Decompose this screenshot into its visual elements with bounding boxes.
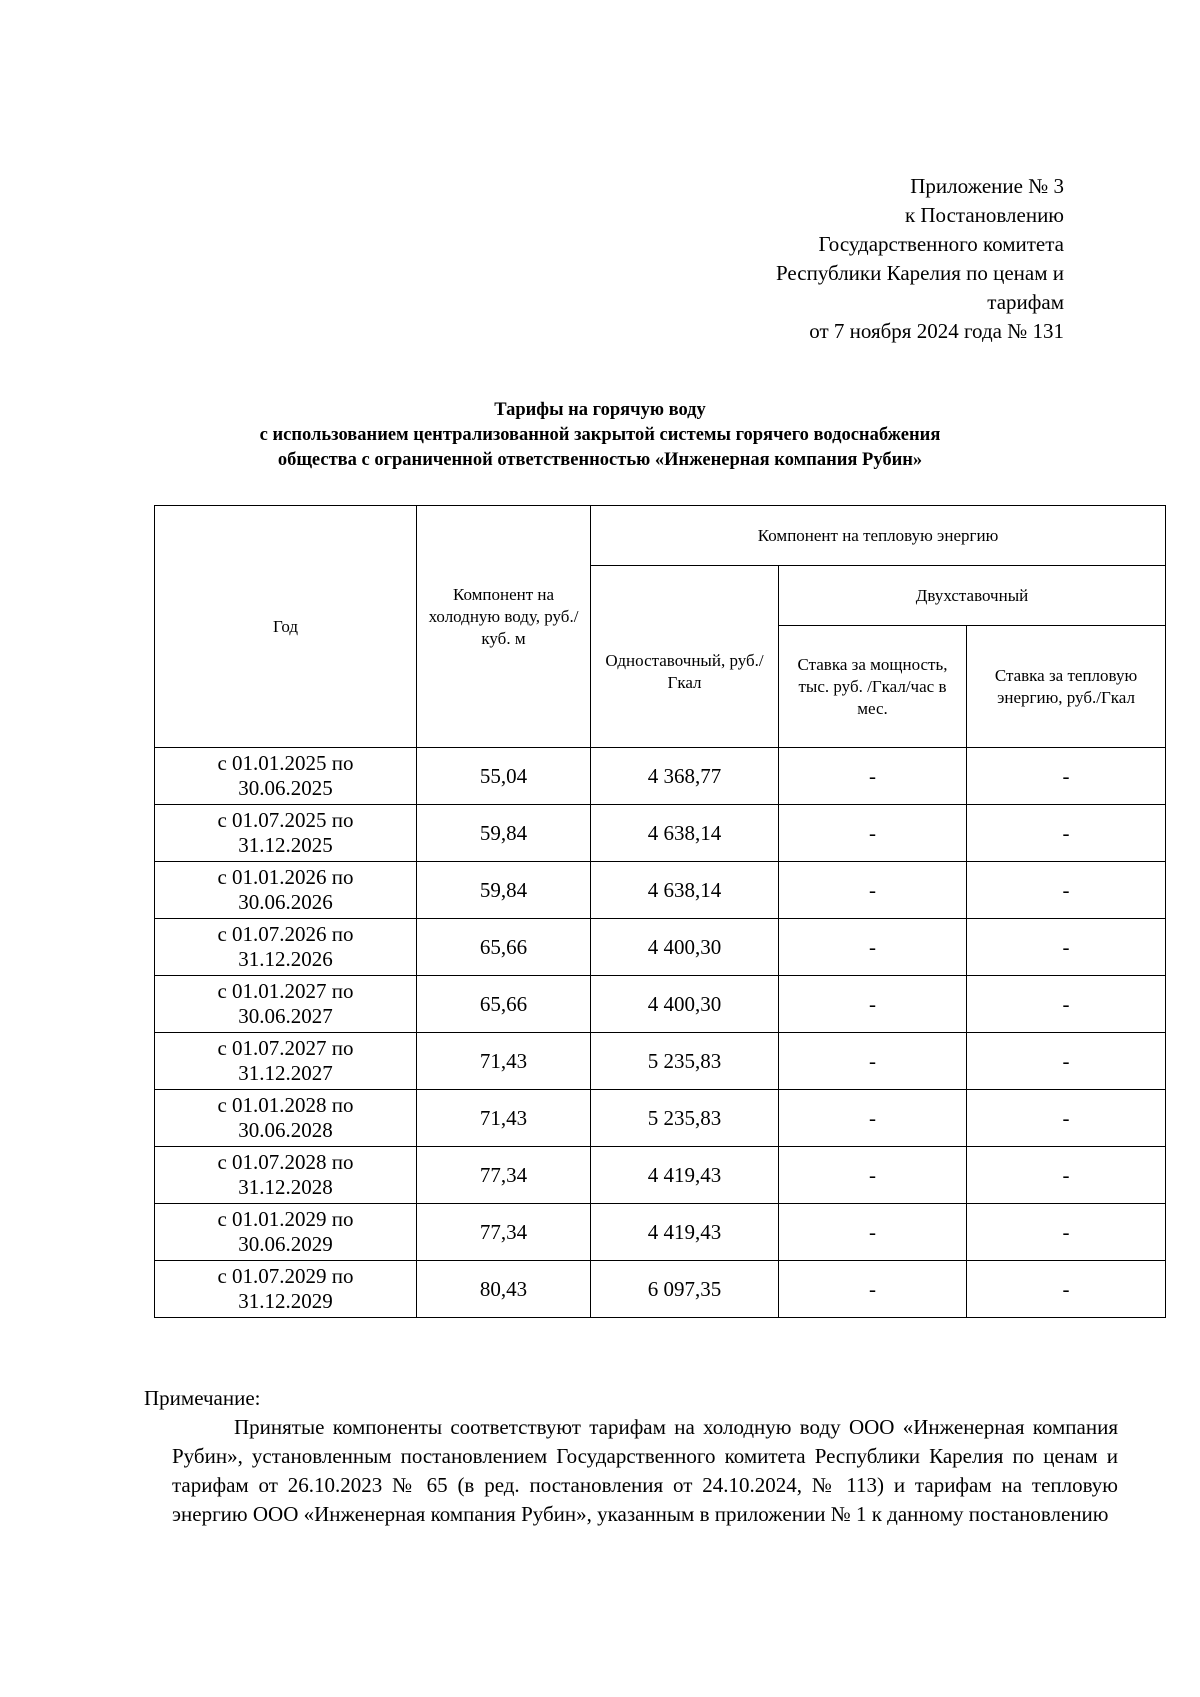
table-row	[155, 919, 1166, 976]
period-end: 30.06.2026	[238, 890, 333, 914]
single-rate-cell: 4 419,43	[591, 1204, 779, 1261]
period-end: 30.06.2027	[238, 1004, 333, 1028]
energy-rate-cell: -	[967, 1033, 1166, 1090]
capacity-rate-cell: -	[779, 1261, 967, 1318]
table-row	[155, 1090, 1166, 1147]
energy-rate-cell: -	[967, 1204, 1166, 1261]
note-text: Принятые компоненты соответствуют тарифам на холодную воду ООО «Инженерная компания Рубин», установленным постановлением Государственного комитета Республики Карелия по ценам и тарифам от 26.10.2023 № 65 (в ред. постановления от 24.10.2024, № 113) и тарифам на тепловую энергию ООО «Инженерная компания Рубин», указанным в приложении № 1 к данному постановлению	[172, 1415, 1118, 1526]
period-start: с 01.07.2029 по	[217, 1264, 354, 1288]
period-cell	[155, 976, 417, 1033]
period-start: с 01.07.2027 по	[217, 1036, 354, 1060]
appendix-reference	[776, 172, 1064, 346]
energy-rate-cell: -	[967, 862, 1166, 919]
period-cell	[155, 862, 417, 919]
cold-water-cell: 65,66	[417, 919, 591, 976]
tariff-table	[154, 505, 1166, 1318]
appendix-line: Государственного комитета	[818, 232, 1064, 256]
period-start: с 01.07.2026 по	[217, 922, 354, 946]
period-start: с 01.07.2028 по	[217, 1150, 354, 1174]
energy-rate-cell: -	[967, 919, 1166, 976]
single-rate-cell: 4 638,14	[591, 862, 779, 919]
cold-water-cell: 55,04	[417, 748, 591, 805]
capacity-rate-cell: -	[779, 1033, 967, 1090]
energy-rate-cell: -	[967, 805, 1166, 862]
title-line-1: Тарифы на горячую воду	[494, 400, 706, 420]
appendix-line: Республики Карелия по ценам и	[776, 261, 1064, 285]
period-end: 30.06.2025	[238, 776, 333, 800]
header-cold-water: Компонент на холодную воду, руб./ куб. м	[417, 506, 591, 748]
single-rate-cell: 4 419,43	[591, 1147, 779, 1204]
energy-rate-cell: -	[967, 1090, 1166, 1147]
period-cell	[155, 1147, 417, 1204]
capacity-rate-cell: -	[779, 748, 967, 805]
period-end: 31.12.2027	[238, 1061, 333, 1085]
capacity-rate-cell: -	[779, 862, 967, 919]
period-start: с 01.01.2026 по	[217, 865, 354, 889]
table-row	[155, 1261, 1166, 1318]
header-capacity-rate: Ставка за мощность, тыс. руб. /Гкал/час в мес.	[779, 626, 967, 748]
period-end: 31.12.2029	[238, 1289, 333, 1313]
period-start: с 01.01.2027 по	[217, 979, 354, 1003]
energy-rate-cell: -	[967, 1261, 1166, 1318]
period-start: с 01.07.2025 по	[217, 808, 354, 832]
appendix-line: тарифам	[987, 290, 1064, 314]
single-rate-cell: 4 400,30	[591, 919, 779, 976]
energy-rate-cell: -	[967, 748, 1166, 805]
cold-water-cell: 65,66	[417, 976, 591, 1033]
period-cell	[155, 1090, 417, 1147]
header-two-rate: Двухставочный	[779, 566, 1166, 626]
appendix-line: к Постановлению	[904, 203, 1064, 227]
period-start: с 01.01.2029 по	[217, 1207, 354, 1231]
appendix-line: Приложение № 3	[910, 174, 1064, 198]
energy-rate-cell: -	[967, 1147, 1166, 1204]
single-rate-cell: 4 368,77	[591, 748, 779, 805]
period-cell	[155, 919, 417, 976]
cold-water-cell: 80,43	[417, 1261, 591, 1318]
capacity-rate-cell: -	[779, 919, 967, 976]
table-row	[155, 976, 1166, 1033]
note-label: Примечание:	[144, 1386, 261, 1410]
table-row	[155, 805, 1166, 862]
single-rate-cell: 4 638,14	[591, 805, 779, 862]
header-heat-energy: Компонент на тепловую энергию	[591, 506, 1166, 566]
table-row	[155, 1147, 1166, 1204]
cold-water-cell: 77,34	[417, 1147, 591, 1204]
period-cell	[155, 1261, 417, 1318]
period-start: с 01.01.2028 по	[217, 1093, 354, 1117]
table-row	[155, 748, 1166, 805]
table-row	[155, 862, 1166, 919]
period-end: 30.06.2029	[238, 1232, 333, 1256]
capacity-rate-cell: -	[779, 1090, 967, 1147]
period-end: 31.12.2026	[238, 947, 333, 971]
capacity-rate-cell: -	[779, 1204, 967, 1261]
cold-water-cell: 77,34	[417, 1204, 591, 1261]
period-cell	[155, 748, 417, 805]
header-energy-rate: Ставка за тепловую энергию, руб./Гкал	[967, 626, 1166, 748]
title-line-3: общества с ограниченной ответственностью «Инженерная компания Рубин»	[277, 450, 923, 470]
capacity-rate-cell: -	[779, 976, 967, 1033]
appendix-line: от 7 ноября 2024 года № 131	[809, 319, 1064, 343]
period-end: 31.12.2025	[238, 833, 333, 857]
single-rate-cell: 4 400,30	[591, 976, 779, 1033]
header-year: Год	[155, 506, 417, 748]
header-single-rate: Одноставочный, руб./Гкал	[591, 566, 779, 748]
period-end: 30.06.2028	[238, 1118, 333, 1142]
capacity-rate-cell: -	[779, 1147, 967, 1204]
cold-water-cell: 59,84	[417, 805, 591, 862]
table-row	[155, 1204, 1166, 1261]
period-end: 31.12.2028	[238, 1175, 333, 1199]
title-line-2: с использованием централизованной закрытой системы горячего водоснабжения	[259, 425, 941, 445]
single-rate-cell: 5 235,83	[591, 1090, 779, 1147]
period-cell	[155, 1204, 417, 1261]
period-cell	[155, 805, 417, 862]
single-rate-cell: 5 235,83	[591, 1033, 779, 1090]
table-row	[155, 1033, 1166, 1090]
energy-rate-cell: -	[967, 976, 1166, 1033]
cold-water-cell: 59,84	[417, 862, 591, 919]
single-rate-cell: 6 097,35	[591, 1261, 779, 1318]
document-title	[150, 398, 1050, 473]
cold-water-cell: 71,43	[417, 1033, 591, 1090]
period-start: с 01.01.2025 по	[217, 751, 354, 775]
cold-water-cell: 71,43	[417, 1090, 591, 1147]
period-cell	[155, 1033, 417, 1090]
capacity-rate-cell: -	[779, 805, 967, 862]
